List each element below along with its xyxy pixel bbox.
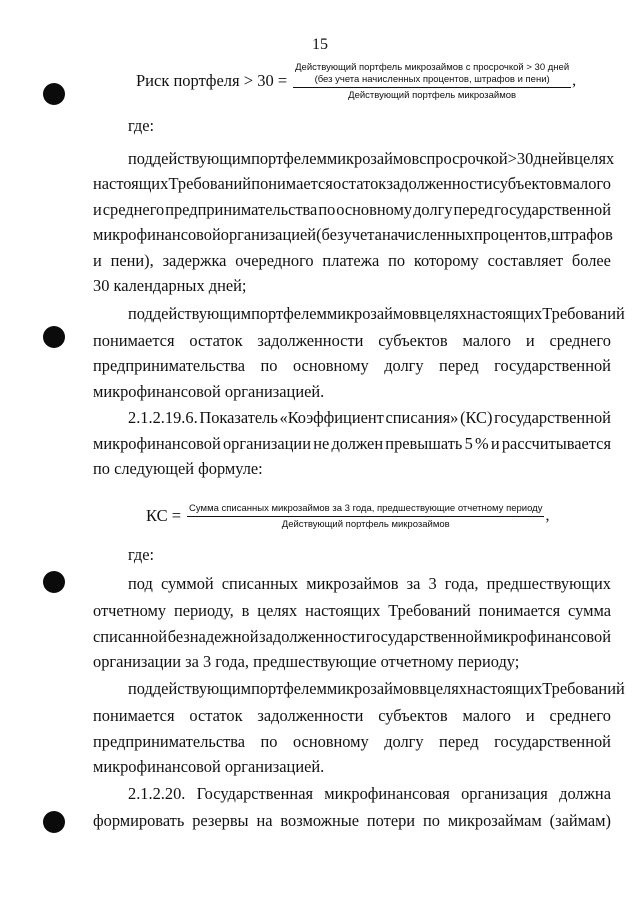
word: предпринимательства — [93, 356, 246, 375]
word: и — [490, 434, 500, 453]
word: (займам) — [549, 811, 611, 830]
word: суммой — [160, 574, 214, 593]
punch-hole — [43, 811, 65, 833]
word: микрозаймов — [326, 304, 420, 323]
word: пени), — [110, 251, 154, 270]
word: 30 — [516, 149, 534, 168]
paragraph-line — [128, 408, 611, 428]
word: Требований — [168, 174, 252, 193]
word: понимается — [93, 331, 175, 350]
word: предпринимательства — [93, 732, 246, 751]
formula-comma: , — [572, 72, 577, 90]
word: задолженности — [257, 706, 364, 725]
write-off-ratio-formula — [146, 503, 549, 530]
punch-hole — [43, 83, 65, 105]
formula-comma: , — [545, 507, 550, 525]
word: задолженности — [259, 627, 366, 646]
word: остаток — [333, 174, 387, 193]
paragraph-line — [128, 304, 625, 324]
word: микрозаймов — [306, 574, 399, 593]
word: настоящих — [305, 601, 381, 620]
word: 2.1.2.19.6. — [128, 408, 198, 427]
word: по — [388, 251, 406, 270]
word: и — [93, 251, 102, 270]
word: настоящих — [466, 304, 543, 323]
formula-numerator: Сумма списанных микрозаймов за 3 года, предшествующие отчетному периоду — [189, 503, 543, 514]
word: более — [571, 251, 611, 270]
punch-hole — [43, 326, 65, 348]
word: перед — [453, 200, 494, 219]
word: микрофинансовой — [93, 225, 221, 244]
where-label: где: — [128, 116, 155, 135]
word: под — [128, 574, 153, 593]
word: среднего — [102, 200, 165, 219]
word: долгу — [384, 356, 424, 375]
word: на — [256, 811, 273, 830]
word: малого — [462, 706, 512, 725]
paragraph-line — [128, 149, 615, 169]
word: составляет — [487, 251, 564, 270]
word: перед — [439, 356, 479, 375]
word: (без — [316, 225, 344, 244]
word: субъектов — [378, 331, 448, 350]
paragraph-line — [93, 174, 611, 194]
formula-fraction — [293, 62, 571, 101]
word: должен — [331, 434, 384, 453]
paragraph-line: 30 календарных дней; — [93, 276, 247, 295]
word: микрозаймов — [326, 679, 420, 698]
paragraph-line — [93, 200, 611, 220]
word: долгу — [413, 200, 453, 219]
word: штрафов — [550, 225, 613, 244]
portfolio-risk-formula — [136, 62, 576, 101]
formula-lhs: КС = — [146, 506, 182, 526]
paragraph-line — [93, 706, 611, 726]
word: превышать — [385, 434, 463, 453]
word: сумма — [568, 601, 611, 620]
numerator-line: (без учета начисленных процентов, штрафов и пени) — [314, 73, 550, 85]
word: начисленных — [381, 225, 474, 244]
word: которому — [413, 251, 479, 270]
word: > — [507, 149, 517, 168]
word: и — [525, 706, 535, 725]
word: 5 — [464, 434, 473, 453]
word: с — [419, 149, 427, 168]
word: (КС) — [460, 408, 493, 427]
word: не — [313, 434, 330, 453]
word: среднего — [549, 706, 611, 725]
formula-numerator — [293, 62, 571, 87]
word: отчетному — [93, 601, 167, 620]
word: задержка — [162, 251, 227, 270]
word: основному — [336, 200, 413, 219]
word: среднего — [549, 331, 611, 350]
word: субъектов — [492, 174, 563, 193]
page-number: 15 — [312, 36, 328, 53]
paragraph-line — [93, 811, 611, 831]
word: под — [128, 149, 153, 168]
word: Показатель — [199, 408, 278, 427]
word: портфелем — [251, 679, 327, 698]
word: Требований — [542, 304, 625, 323]
word: задолженности — [257, 331, 364, 350]
word: задолженности — [386, 174, 493, 193]
formula-lhs: Риск портфеля > 30 = — [136, 71, 288, 91]
word: возможные — [280, 811, 360, 830]
word: списания» — [385, 408, 459, 427]
paragraph-line — [93, 356, 611, 376]
word: государственной — [494, 356, 611, 375]
word: Требований — [388, 601, 471, 620]
paragraph-line — [93, 225, 611, 245]
word: микрофинансовой — [93, 434, 221, 453]
word: действующим — [152, 149, 252, 168]
word: портфелем — [251, 304, 327, 323]
word: организация — [461, 784, 548, 803]
word: государственной — [494, 732, 611, 751]
paragraph-line — [128, 679, 625, 699]
word: основному — [292, 356, 369, 375]
word: перед — [439, 732, 479, 751]
word: основному — [292, 732, 369, 751]
word: резервы — [192, 811, 249, 830]
word: рассчитывается — [501, 434, 611, 453]
word: «Коэффициент — [279, 408, 384, 427]
paragraph-line — [93, 732, 611, 752]
word: платежа — [322, 251, 380, 270]
word: формировать — [93, 811, 185, 830]
where-label: где: — [128, 545, 155, 564]
word: организации — [222, 434, 311, 453]
word: понимается — [93, 706, 175, 725]
word: портфелем — [251, 149, 327, 168]
paragraph-line — [93, 627, 611, 647]
numerator-line: Действующий портфель микрозаймов с просрочкой > 30 дней — [295, 62, 570, 73]
word: Государственная — [196, 784, 314, 803]
word: периоду, — [173, 601, 234, 620]
word: очередного — [235, 251, 314, 270]
word: списанных — [221, 574, 299, 593]
word: предшествующих — [486, 574, 611, 593]
word: малого — [462, 331, 512, 350]
word: настоящих — [466, 679, 543, 698]
word: по — [260, 732, 278, 751]
word: остаток — [189, 331, 243, 350]
word: по — [422, 811, 440, 830]
word: в — [419, 304, 427, 323]
word: настоящих — [93, 174, 169, 193]
paragraph-line — [128, 784, 611, 804]
word: понимается — [251, 174, 333, 193]
word: государственной — [365, 627, 483, 646]
word: в — [419, 679, 427, 698]
word: действующим — [152, 304, 252, 323]
word: субъектов — [378, 706, 448, 725]
paragraph-line: организации за 3 года, предшествующие отчетному периоду; — [93, 652, 520, 671]
paragraph-line — [93, 331, 611, 351]
word: организацией — [220, 225, 317, 244]
word: в — [566, 149, 575, 168]
formula-fraction — [187, 503, 544, 530]
paragraph-line — [93, 601, 611, 621]
paragraph-line — [93, 434, 611, 454]
word: в — [241, 601, 250, 620]
word: долгу — [384, 732, 424, 751]
word: предпринимательства — [165, 200, 318, 219]
word: % — [475, 434, 489, 453]
word: Требований — [542, 679, 625, 698]
word: и — [93, 200, 102, 219]
word: года, — [444, 574, 479, 593]
word: остаток — [189, 706, 243, 725]
paragraph-line: по следующей формуле: — [93, 459, 263, 478]
paragraph-line — [93, 251, 611, 271]
word: по — [318, 200, 336, 219]
word: за — [406, 574, 421, 593]
word: под — [128, 679, 153, 698]
word: микрофинансовой — [483, 627, 611, 646]
word: потери — [366, 811, 416, 830]
word: малого — [562, 174, 611, 193]
word: микрозаймам — [447, 811, 542, 830]
word: целях — [426, 679, 467, 698]
word: учета — [343, 225, 382, 244]
word: целях — [257, 601, 298, 620]
word: целях — [426, 304, 467, 323]
formula-denominator: Действующий портфель микрозаймов — [281, 518, 450, 530]
word: целях — [574, 149, 615, 168]
word: под — [128, 304, 153, 323]
paragraph-line: микрофинансовой организацией. — [93, 382, 325, 401]
punch-hole — [43, 571, 65, 593]
word: микрофинансовая — [324, 784, 450, 803]
word: государственной — [494, 408, 611, 427]
word: списанной — [93, 627, 168, 646]
word: понимается — [478, 601, 561, 620]
word: 3 — [428, 574, 437, 593]
word: дней — [533, 149, 567, 168]
formula-denominator: Действующий портфель микрозаймов — [348, 89, 517, 101]
word: и — [525, 331, 535, 350]
word: действующим — [152, 679, 252, 698]
word: 2.1.2.20. — [128, 784, 186, 803]
word: безнадежной — [167, 627, 259, 646]
word: по — [260, 356, 278, 375]
word: должна — [559, 784, 611, 803]
word: процентов, — [473, 225, 551, 244]
word: государственной — [494, 200, 611, 219]
paragraph-line — [128, 574, 611, 594]
word: микрозаймов — [326, 149, 420, 168]
paragraph-line: микрофинансовой организацией. — [93, 757, 325, 776]
word: просрочкой — [426, 149, 508, 168]
